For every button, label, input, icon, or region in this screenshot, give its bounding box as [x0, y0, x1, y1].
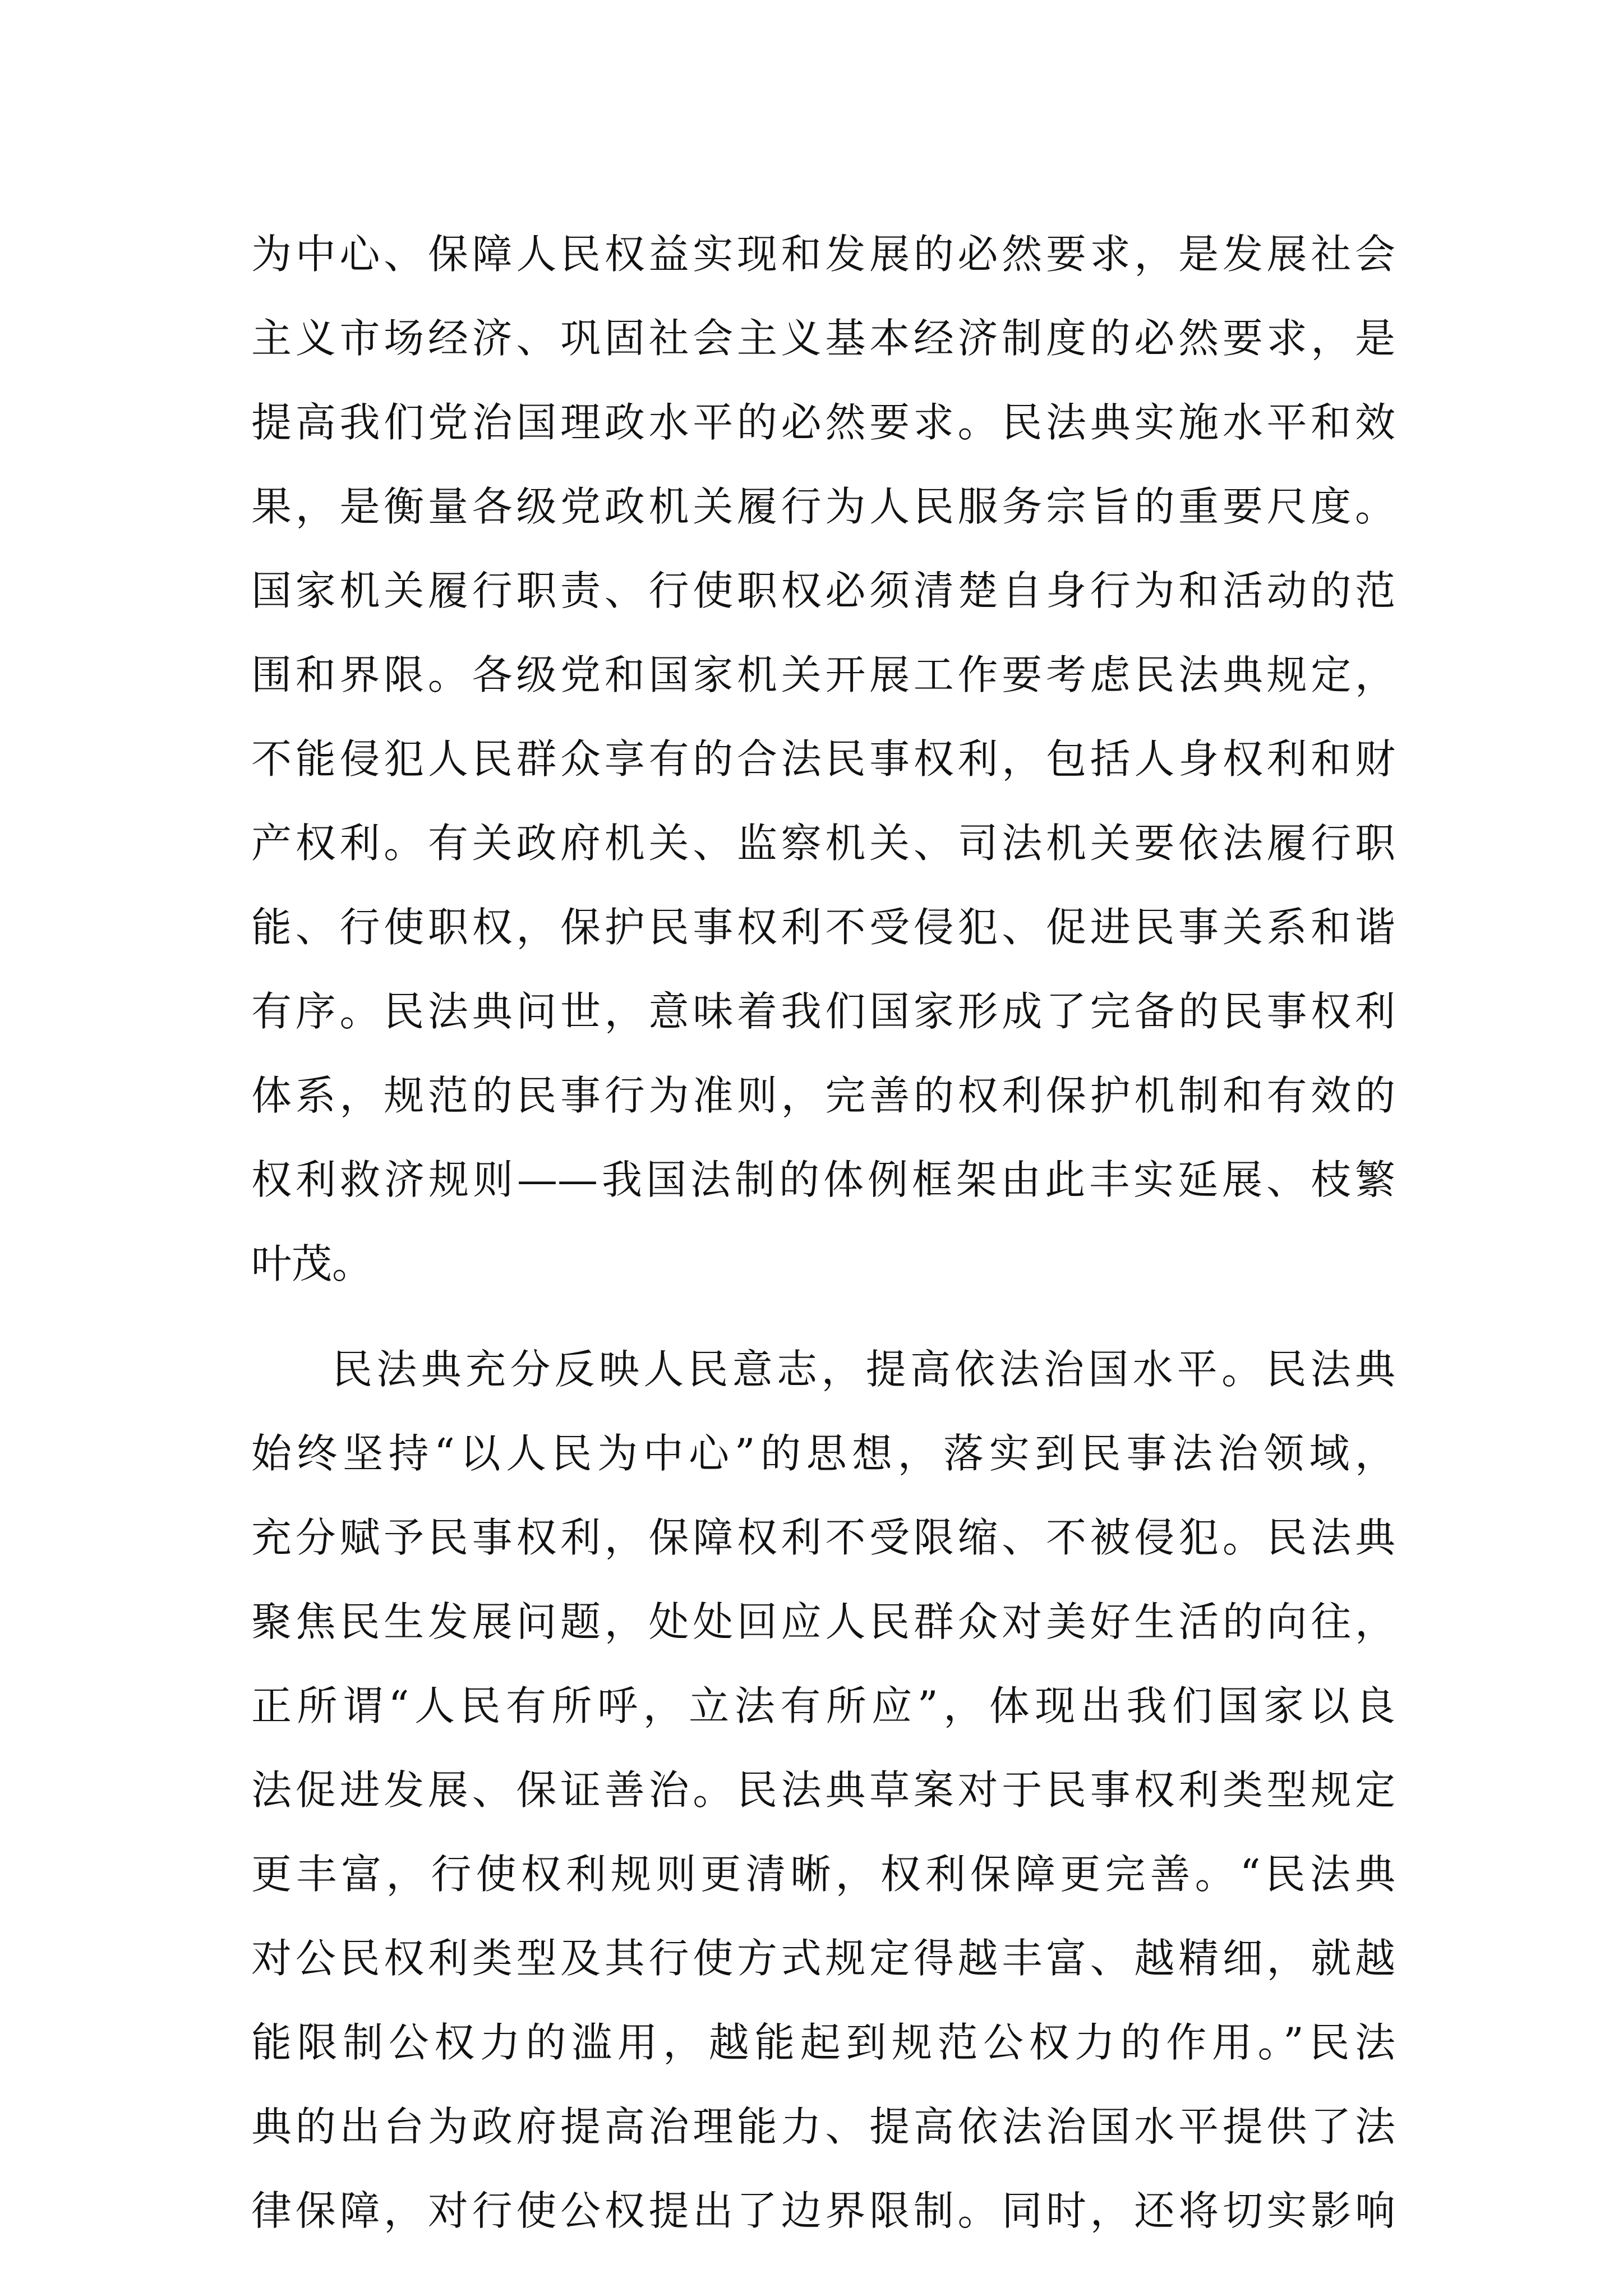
- text-line: 聚焦民生发展问题，处处回应人民群众对美好生活的向往，: [251, 1598, 1395, 1645]
- text-line: 有序。民法典问世，意味着我们国家形成了完备的民事权利: [251, 988, 1395, 1035]
- paragraph-2: [251, 1327, 1395, 2253]
- text-line: 体系，规范的民事行为准则，完善的权利保护机制和有效的: [251, 1072, 1395, 1119]
- text-line: 更丰富，行使权利规则更清晰，权利保障更完善。“民法典: [251, 1851, 1395, 1898]
- text-line: 权利救济规则——我国法制的体例框架由此丰实延展、枝繁: [251, 1156, 1395, 1203]
- text-line: 果，是衡量各级党政机关履行为人民服务宗旨的重要尺度。: [251, 483, 1395, 530]
- text-line: 正所谓“人民有所呼，立法有所应”，体现出我们国家以良: [251, 1682, 1395, 1729]
- text-line: 为中心、保障人民权益实现和发展的必然要求，是发展社会: [251, 231, 1395, 278]
- text-line: 法促进发展、保证善治。民法典草案对于民事权利类型规定: [251, 1766, 1395, 1814]
- paragraph-spacer: [251, 1306, 1395, 1327]
- text-line: 主义市场经济、巩固社会主义基本经济制度的必然要求，是: [251, 315, 1395, 362]
- text-line: 产权利。有关政府机关、监察机关、司法机关要依法履行职: [251, 820, 1395, 867]
- text-line: 律保障，对行使公权提出了边界限制。同时，还将切实影响: [251, 2187, 1395, 2234]
- text-line: 能、行使职权，保护民事权利不受侵犯、促进民事关系和谐: [251, 904, 1395, 951]
- paragraph-1: [251, 212, 1395, 1306]
- text-line: 围和界限。各级党和国家机关开展工作要考虑民法典规定，: [251, 651, 1395, 698]
- text-line: 能限制公权力的滥用，越能起到规范公权力的作用。”民法: [251, 2019, 1395, 2066]
- text-line: 国家机关履行职责、行使职权必须清楚自身行为和活动的范: [251, 567, 1395, 614]
- text-line: 不能侵犯人民群众享有的合法民事权利，包括人身权利和财: [251, 735, 1395, 783]
- text-line: 对公民权利类型及其行使方式规定得越丰富、越精细，就越: [251, 1935, 1395, 1982]
- text-line: 充分赋予民事权利，保障权利不受限缩、不被侵犯。民法典: [251, 1514, 1395, 1561]
- text-line: 典的出台为政府提高治理能力、提高依法治国水平提供了法: [251, 2103, 1395, 2150]
- text-line: 始终坚持“以人民为中心”的思想，落实到民事法治领域，: [251, 1430, 1395, 1477]
- text-line: 提高我们党治国理政水平的必然要求。民法典实施水平和效: [251, 399, 1395, 446]
- body-text: [251, 212, 1395, 2253]
- text-line: 叶茂。: [251, 1240, 373, 1287]
- text-line: 民法典充分反映人民意志，提高依法治国水平。民法典: [332, 1346, 1395, 1393]
